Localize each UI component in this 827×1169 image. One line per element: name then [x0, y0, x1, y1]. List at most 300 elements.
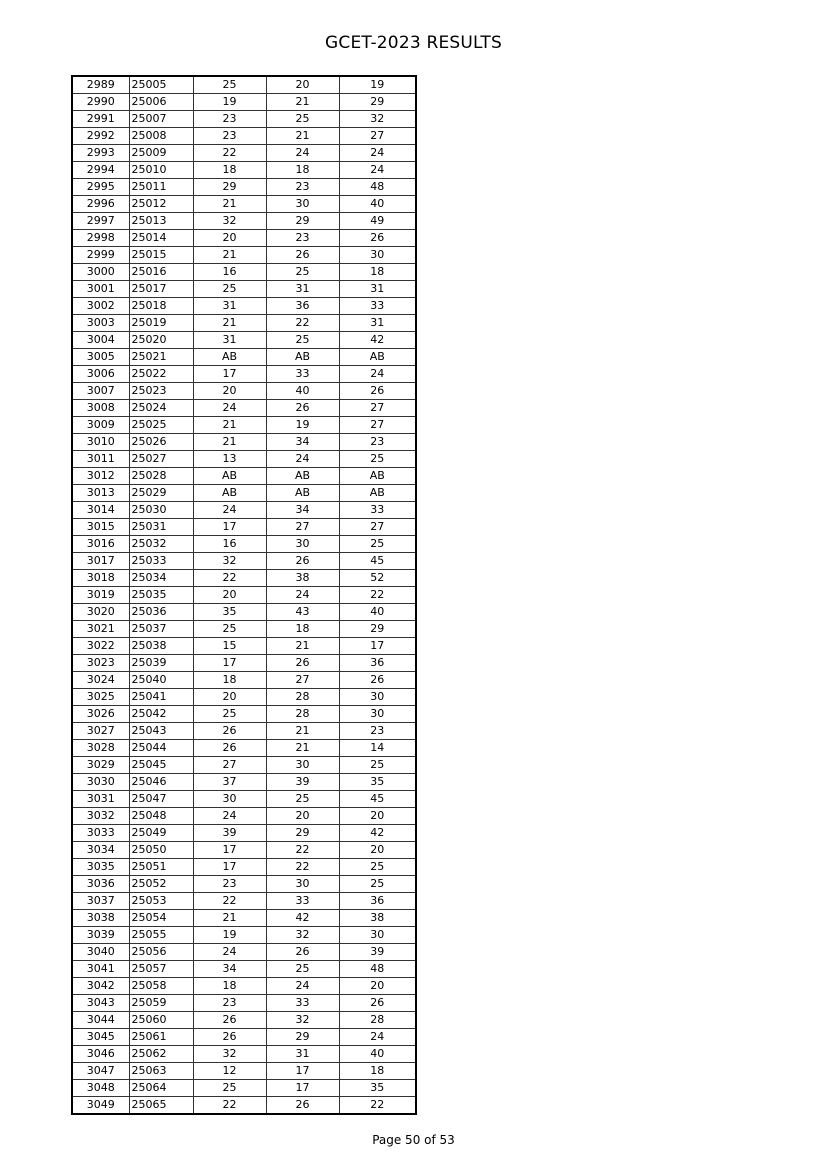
roll-number-cell: 25029 — [129, 485, 193, 502]
table-row — [72, 587, 416, 604]
score-2-cell: 38 — [266, 570, 339, 587]
roll-number-cell: 25021 — [129, 349, 193, 366]
score-3-cell: 36 — [339, 893, 416, 910]
score-1-cell: 26 — [193, 1029, 266, 1046]
table-row — [72, 128, 416, 145]
score-3-cell: 29 — [339, 621, 416, 638]
score-2-cell: 42 — [266, 910, 339, 927]
roll-number-cell: 25034 — [129, 570, 193, 587]
serial-number-cell: 3019 — [72, 587, 129, 604]
score-3-cell: 40 — [339, 604, 416, 621]
roll-number-cell: 25027 — [129, 451, 193, 468]
roll-number-cell: 25050 — [129, 842, 193, 859]
score-2-cell: 26 — [266, 944, 339, 961]
roll-number-cell: 25052 — [129, 876, 193, 893]
table-row — [72, 519, 416, 536]
serial-number-cell: 3027 — [72, 723, 129, 740]
score-1-cell: 16 — [193, 536, 266, 553]
roll-number-cell: 25065 — [129, 1097, 193, 1115]
score-2-cell: 20 — [266, 76, 339, 94]
table-row — [72, 1097, 416, 1115]
score-1-cell: 17 — [193, 519, 266, 536]
table-row — [72, 383, 416, 400]
table-row — [72, 1012, 416, 1029]
score-2-cell: 21 — [266, 740, 339, 757]
score-2-cell: 40 — [266, 383, 339, 400]
roll-number-cell: 25009 — [129, 145, 193, 162]
roll-number-cell: 25064 — [129, 1080, 193, 1097]
table-row — [72, 842, 416, 859]
score-3-cell: 52 — [339, 570, 416, 587]
score-1-cell: 21 — [193, 434, 266, 451]
score-3-cell: 22 — [339, 1097, 416, 1115]
serial-number-cell: 2991 — [72, 111, 129, 128]
roll-number-cell: 25047 — [129, 791, 193, 808]
score-2-cell: 27 — [266, 672, 339, 689]
serial-number-cell: 3032 — [72, 808, 129, 825]
score-2-cell: 24 — [266, 451, 339, 468]
score-1-cell: 20 — [193, 383, 266, 400]
roll-number-cell: 25060 — [129, 1012, 193, 1029]
score-1-cell: 20 — [193, 689, 266, 706]
score-1-cell: 23 — [193, 995, 266, 1012]
score-2-cell: 21 — [266, 723, 339, 740]
score-2-cell: 29 — [266, 825, 339, 842]
serial-number-cell: 3043 — [72, 995, 129, 1012]
table-row — [72, 451, 416, 468]
score-2-cell: 26 — [266, 400, 339, 417]
serial-number-cell: 3013 — [72, 485, 129, 502]
serial-number-cell: 3042 — [72, 978, 129, 995]
serial-number-cell: 3040 — [72, 944, 129, 961]
table-row — [72, 332, 416, 349]
roll-number-cell: 25011 — [129, 179, 193, 196]
score-3-cell: 25 — [339, 536, 416, 553]
table-row — [72, 604, 416, 621]
score-1-cell: 22 — [193, 1097, 266, 1115]
score-3-cell: 31 — [339, 315, 416, 332]
table-row — [72, 196, 416, 213]
score-1-cell: 12 — [193, 1063, 266, 1080]
score-1-cell: 39 — [193, 825, 266, 842]
serial-number-cell: 3012 — [72, 468, 129, 485]
table-row — [72, 808, 416, 825]
score-2-cell: 26 — [266, 247, 339, 264]
score-1-cell: 25 — [193, 621, 266, 638]
serial-number-cell: 3020 — [72, 604, 129, 621]
table-row — [72, 94, 416, 111]
roll-number-cell: 25042 — [129, 706, 193, 723]
score-2-cell: 22 — [266, 859, 339, 876]
page-title: GCET-2023 RESULTS — [325, 33, 502, 53]
score-3-cell: 25 — [339, 859, 416, 876]
score-3-cell: 48 — [339, 179, 416, 196]
table-row — [72, 179, 416, 196]
score-2-cell: 30 — [266, 876, 339, 893]
score-2-cell: 26 — [266, 553, 339, 570]
serial-number-cell: 3044 — [72, 1012, 129, 1029]
roll-number-cell: 25046 — [129, 774, 193, 791]
table-row — [72, 315, 416, 332]
roll-number-cell: 25037 — [129, 621, 193, 638]
score-3-cell: 27 — [339, 519, 416, 536]
score-3-cell: 24 — [339, 366, 416, 383]
score-1-cell: 37 — [193, 774, 266, 791]
score-2-cell: 20 — [266, 808, 339, 825]
score-3-cell: 45 — [339, 791, 416, 808]
score-1-cell: 24 — [193, 400, 266, 417]
table-row — [72, 417, 416, 434]
roll-number-cell: 25026 — [129, 434, 193, 451]
score-3-cell: 35 — [339, 774, 416, 791]
score-2-cell: 22 — [266, 842, 339, 859]
roll-number-cell: 25024 — [129, 400, 193, 417]
score-1-cell: 24 — [193, 944, 266, 961]
score-2-cell: 26 — [266, 1097, 339, 1115]
table-row — [72, 621, 416, 638]
score-1-cell: 26 — [193, 740, 266, 757]
score-3-cell: 18 — [339, 1063, 416, 1080]
score-1-cell: 21 — [193, 910, 266, 927]
serial-number-cell: 3023 — [72, 655, 129, 672]
roll-number-cell: 25006 — [129, 94, 193, 111]
table-row — [72, 298, 416, 315]
score-3-cell: 25 — [339, 451, 416, 468]
score-2-cell: AB — [266, 485, 339, 502]
score-1-cell: 31 — [193, 298, 266, 315]
roll-number-cell: 25061 — [129, 1029, 193, 1046]
score-2-cell: 21 — [266, 128, 339, 145]
score-1-cell: 24 — [193, 808, 266, 825]
score-3-cell: 19 — [339, 76, 416, 94]
roll-number-cell: 25057 — [129, 961, 193, 978]
table-row — [72, 944, 416, 961]
score-2-cell: AB — [266, 468, 339, 485]
roll-number-cell: 25048 — [129, 808, 193, 825]
serial-number-cell: 3008 — [72, 400, 129, 417]
table-row — [72, 230, 416, 247]
roll-number-cell: 25058 — [129, 978, 193, 995]
score-1-cell: 22 — [193, 570, 266, 587]
score-1-cell: AB — [193, 349, 266, 366]
roll-number-cell: 25044 — [129, 740, 193, 757]
score-3-cell: 49 — [339, 213, 416, 230]
score-2-cell: 34 — [266, 434, 339, 451]
serial-number-cell: 3003 — [72, 315, 129, 332]
serial-number-cell: 3029 — [72, 757, 129, 774]
table-row — [72, 349, 416, 366]
roll-number-cell: 25059 — [129, 995, 193, 1012]
score-1-cell: 22 — [193, 145, 266, 162]
serial-number-cell: 3037 — [72, 893, 129, 910]
serial-number-cell: 3011 — [72, 451, 129, 468]
serial-number-cell: 3036 — [72, 876, 129, 893]
score-2-cell: 28 — [266, 706, 339, 723]
score-1-cell: 21 — [193, 247, 266, 264]
score-3-cell: 18 — [339, 264, 416, 281]
score-2-cell: 23 — [266, 230, 339, 247]
score-1-cell: 20 — [193, 587, 266, 604]
score-3-cell: 24 — [339, 145, 416, 162]
score-3-cell: 33 — [339, 298, 416, 315]
table-row — [72, 1029, 416, 1046]
score-2-cell: 33 — [266, 995, 339, 1012]
serial-number-cell: 3005 — [72, 349, 129, 366]
score-3-cell: 23 — [339, 723, 416, 740]
table-row — [72, 638, 416, 655]
serial-number-cell: 3046 — [72, 1046, 129, 1063]
score-1-cell: 22 — [193, 893, 266, 910]
table-row — [72, 740, 416, 757]
score-2-cell: 25 — [266, 791, 339, 808]
serial-number-cell: 2997 — [72, 213, 129, 230]
score-1-cell: 17 — [193, 842, 266, 859]
score-3-cell: 36 — [339, 655, 416, 672]
score-1-cell: 15 — [193, 638, 266, 655]
table-row — [72, 723, 416, 740]
roll-number-cell: 25008 — [129, 128, 193, 145]
table-row — [72, 893, 416, 910]
score-2-cell: 17 — [266, 1063, 339, 1080]
table-row — [72, 1080, 416, 1097]
score-2-cell: 18 — [266, 621, 339, 638]
serial-number-cell: 3047 — [72, 1063, 129, 1080]
table-row — [72, 876, 416, 893]
score-3-cell: AB — [339, 349, 416, 366]
roll-number-cell: 25056 — [129, 944, 193, 961]
table-row — [72, 76, 416, 94]
score-3-cell: 31 — [339, 281, 416, 298]
table-row — [72, 774, 416, 791]
score-3-cell: 20 — [339, 808, 416, 825]
serial-number-cell: 3045 — [72, 1029, 129, 1046]
table-row — [72, 672, 416, 689]
score-3-cell: 38 — [339, 910, 416, 927]
serial-number-cell: 3041 — [72, 961, 129, 978]
score-3-cell: 30 — [339, 927, 416, 944]
table-row — [72, 536, 416, 553]
serial-number-cell: 3034 — [72, 842, 129, 859]
serial-number-cell: 2994 — [72, 162, 129, 179]
score-1-cell: 25 — [193, 76, 266, 94]
serial-number-cell: 2993 — [72, 145, 129, 162]
score-2-cell: 30 — [266, 536, 339, 553]
score-1-cell: 18 — [193, 978, 266, 995]
roll-number-cell: 25032 — [129, 536, 193, 553]
score-2-cell: 43 — [266, 604, 339, 621]
score-2-cell: 33 — [266, 366, 339, 383]
score-3-cell: 26 — [339, 230, 416, 247]
table-row — [72, 978, 416, 995]
roll-number-cell: 25014 — [129, 230, 193, 247]
roll-number-cell: 25007 — [129, 111, 193, 128]
table-row — [72, 859, 416, 876]
roll-number-cell: 25054 — [129, 910, 193, 927]
score-1-cell: 13 — [193, 451, 266, 468]
score-2-cell: 28 — [266, 689, 339, 706]
score-3-cell: 25 — [339, 757, 416, 774]
score-3-cell: 30 — [339, 247, 416, 264]
roll-number-cell: 25025 — [129, 417, 193, 434]
score-2-cell: 39 — [266, 774, 339, 791]
table-row — [72, 485, 416, 502]
score-1-cell: AB — [193, 485, 266, 502]
score-1-cell: 23 — [193, 876, 266, 893]
roll-number-cell: 25055 — [129, 927, 193, 944]
score-2-cell: 27 — [266, 519, 339, 536]
serial-number-cell: 3025 — [72, 689, 129, 706]
roll-number-cell: 25051 — [129, 859, 193, 876]
score-3-cell: 26 — [339, 383, 416, 400]
score-1-cell: 24 — [193, 502, 266, 519]
score-3-cell: 48 — [339, 961, 416, 978]
table-row — [72, 213, 416, 230]
table-row — [72, 468, 416, 485]
serial-number-cell: 3017 — [72, 553, 129, 570]
serial-number-cell: 3039 — [72, 927, 129, 944]
score-3-cell: 45 — [339, 553, 416, 570]
table-row — [72, 655, 416, 672]
score-1-cell: 19 — [193, 927, 266, 944]
score-2-cell: 19 — [266, 417, 339, 434]
serial-number-cell: 3024 — [72, 672, 129, 689]
score-3-cell: 23 — [339, 434, 416, 451]
score-1-cell: 34 — [193, 961, 266, 978]
score-2-cell: 29 — [266, 1029, 339, 1046]
roll-number-cell: 25045 — [129, 757, 193, 774]
score-2-cell: 25 — [266, 332, 339, 349]
table-row — [72, 281, 416, 298]
roll-number-cell: 25035 — [129, 587, 193, 604]
serial-number-cell: 3006 — [72, 366, 129, 383]
roll-number-cell: 25040 — [129, 672, 193, 689]
roll-number-cell: 25033 — [129, 553, 193, 570]
score-2-cell: 25 — [266, 264, 339, 281]
table-row — [72, 791, 416, 808]
score-3-cell: 27 — [339, 128, 416, 145]
serial-number-cell: 3026 — [72, 706, 129, 723]
results-table — [71, 75, 417, 1115]
serial-number-cell: 3033 — [72, 825, 129, 842]
table-row — [72, 145, 416, 162]
score-3-cell: 30 — [339, 689, 416, 706]
score-2-cell: 31 — [266, 1046, 339, 1063]
score-2-cell: 25 — [266, 111, 339, 128]
serial-number-cell: 3018 — [72, 570, 129, 587]
roll-number-cell: 25019 — [129, 315, 193, 332]
serial-number-cell: 3004 — [72, 332, 129, 349]
score-1-cell: 21 — [193, 315, 266, 332]
serial-number-cell: 3007 — [72, 383, 129, 400]
roll-number-cell: 25012 — [129, 196, 193, 213]
serial-number-cell: 3009 — [72, 417, 129, 434]
score-2-cell: 31 — [266, 281, 339, 298]
serial-number-cell: 3022 — [72, 638, 129, 655]
serial-number-cell: 3031 — [72, 791, 129, 808]
score-3-cell: 35 — [339, 1080, 416, 1097]
score-1-cell: 18 — [193, 672, 266, 689]
table-row — [72, 570, 416, 587]
roll-number-cell: 25016 — [129, 264, 193, 281]
score-1-cell: 31 — [193, 332, 266, 349]
score-1-cell: 26 — [193, 1012, 266, 1029]
serial-number-cell: 3001 — [72, 281, 129, 298]
score-3-cell: 26 — [339, 995, 416, 1012]
table-row — [72, 111, 416, 128]
table-row — [72, 706, 416, 723]
score-1-cell: 21 — [193, 417, 266, 434]
roll-number-cell: 25039 — [129, 655, 193, 672]
roll-number-cell: 25038 — [129, 638, 193, 655]
page-number: Page 50 of 53 — [372, 1133, 455, 1147]
serial-number-cell: 3028 — [72, 740, 129, 757]
score-1-cell: 32 — [193, 1046, 266, 1063]
serial-number-cell: 2990 — [72, 94, 129, 111]
score-3-cell: 39 — [339, 944, 416, 961]
roll-number-cell: 25049 — [129, 825, 193, 842]
roll-number-cell: 25062 — [129, 1046, 193, 1063]
score-3-cell: 20 — [339, 842, 416, 859]
score-2-cell: 24 — [266, 587, 339, 604]
score-3-cell: 30 — [339, 706, 416, 723]
score-3-cell: 42 — [339, 332, 416, 349]
score-2-cell: 21 — [266, 638, 339, 655]
table-row — [72, 1063, 416, 1080]
roll-number-cell: 25018 — [129, 298, 193, 315]
results-table-body — [72, 76, 416, 1114]
score-3-cell: 20 — [339, 978, 416, 995]
serial-number-cell: 2992 — [72, 128, 129, 145]
score-3-cell: 27 — [339, 400, 416, 417]
roll-number-cell: 25041 — [129, 689, 193, 706]
score-1-cell: 23 — [193, 128, 266, 145]
score-2-cell: 33 — [266, 893, 339, 910]
score-1-cell: 25 — [193, 706, 266, 723]
score-2-cell: 23 — [266, 179, 339, 196]
score-1-cell: 25 — [193, 1080, 266, 1097]
table-row — [72, 910, 416, 927]
score-1-cell: 25 — [193, 281, 266, 298]
table-row — [72, 689, 416, 706]
serial-number-cell: 2989 — [72, 76, 129, 94]
score-2-cell: 18 — [266, 162, 339, 179]
score-1-cell: 18 — [193, 162, 266, 179]
score-2-cell: 17 — [266, 1080, 339, 1097]
roll-number-cell: 25036 — [129, 604, 193, 621]
roll-number-cell: 25017 — [129, 281, 193, 298]
score-2-cell: 30 — [266, 757, 339, 774]
score-1-cell: 17 — [193, 366, 266, 383]
score-1-cell: 17 — [193, 859, 266, 876]
roll-number-cell: 25005 — [129, 76, 193, 94]
score-3-cell: 40 — [339, 1046, 416, 1063]
score-2-cell: 25 — [266, 961, 339, 978]
score-1-cell: AB — [193, 468, 266, 485]
serial-number-cell: 3038 — [72, 910, 129, 927]
serial-number-cell: 3030 — [72, 774, 129, 791]
score-1-cell: 19 — [193, 94, 266, 111]
score-3-cell: AB — [339, 468, 416, 485]
score-3-cell: 24 — [339, 1029, 416, 1046]
score-1-cell: 16 — [193, 264, 266, 281]
table-row — [72, 400, 416, 417]
score-3-cell: 33 — [339, 502, 416, 519]
score-2-cell: 24 — [266, 145, 339, 162]
table-row — [72, 162, 416, 179]
score-3-cell: 29 — [339, 94, 416, 111]
serial-number-cell: 3016 — [72, 536, 129, 553]
score-3-cell: 42 — [339, 825, 416, 842]
